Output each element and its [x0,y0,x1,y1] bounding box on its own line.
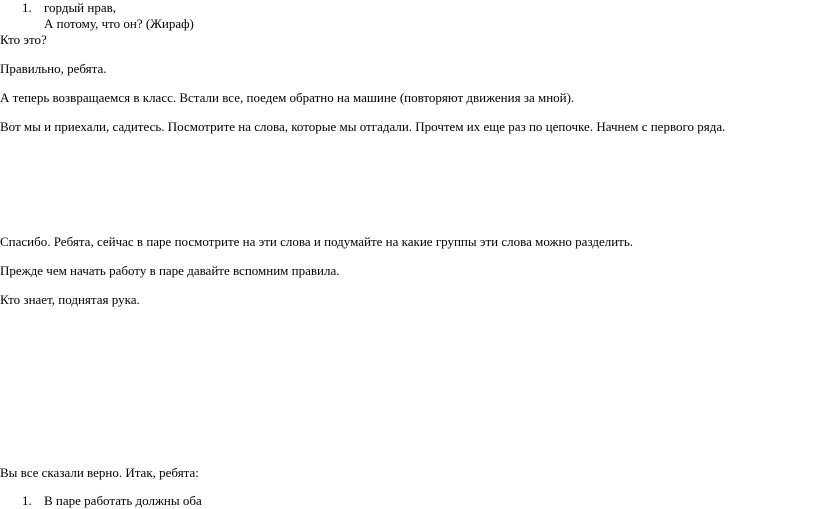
list-item-text: В паре работать должны оба [44,493,202,508]
paragraph-thanks-pairs: Спасибо. Ребята, сейчас в паре посмотрите на эти слова и подумайте на какие группы эти слова можно разделить. [0,234,634,249]
list-item-bottom-1 [22,493,202,509]
list-number: 1. [22,493,32,508]
paragraph-remember-rules: Прежде чем начать работу в паре давайте вспомним правила. [0,263,340,278]
list-item-top-1 [22,0,116,16]
list-item-continuation: А потому, что он? (Жираф) [44,16,194,31]
paragraph-all-correct: Вы все сказали верно. Итак, ребята: [0,465,199,480]
paragraph-who-is-it: Кто это? [0,32,47,47]
paragraph-arrived: Вот мы и приехали, садитесь. Посмотрите на слова, которые мы отгадали. Прочтем их еще раз по цепочке. Начнем с первого ряда. [0,119,726,134]
paragraph-return-to-class: А теперь возвращаемся в класс. Встали все, поедем обратно на машине (повторяют движения за мной). [0,90,575,105]
paragraph-who-knows: Кто знает, поднятая рука. [0,292,140,307]
list-number: 1. [22,0,32,15]
list-item-text: гордый нрав, [44,0,117,15]
paragraph-correct: Правильно, ребята. [0,61,107,76]
